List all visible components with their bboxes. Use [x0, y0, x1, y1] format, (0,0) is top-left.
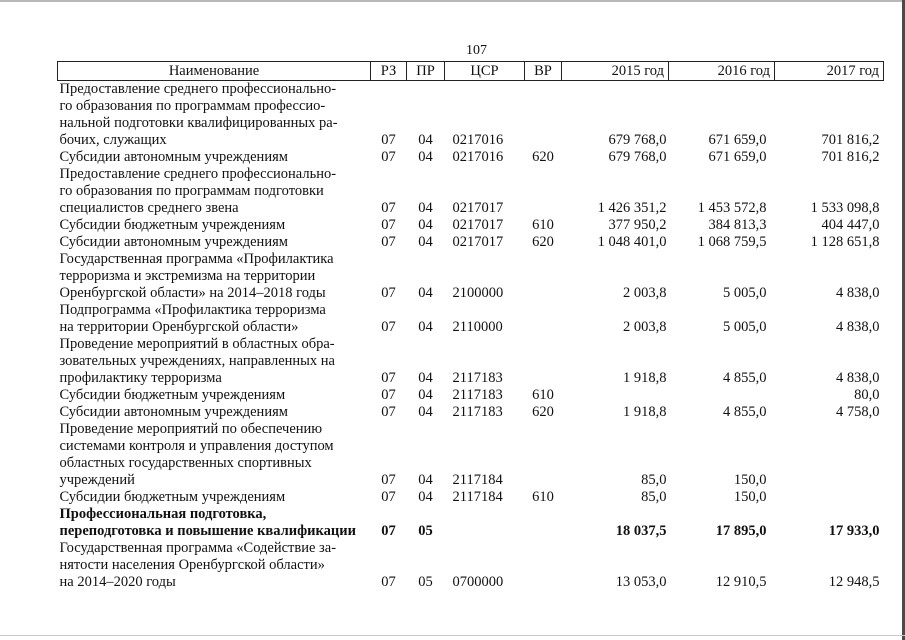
row-2017-value: 17 933,0	[828, 523, 880, 539]
row-2015-value: 1 426 351,2	[597, 200, 667, 216]
budget-table	[57, 61, 884, 591]
row-2016-value: 671 659,0	[708, 132, 767, 148]
row-2016-value: 671 659,0	[708, 149, 767, 165]
row-name: Субсидии бюджетным учреждениям	[59, 217, 286, 233]
row-rz: 07	[381, 370, 396, 386]
row-csr: 2117183	[452, 404, 503, 420]
row-2015-value: 2 003,8	[623, 319, 667, 335]
row-csr: 0217016	[452, 149, 504, 165]
row-2017-value: 80,0	[854, 387, 880, 403]
row-2016-value: 12 910,5	[715, 574, 767, 590]
row-2016-value: 5 005,0	[723, 285, 767, 301]
header-pr: ПР	[407, 62, 445, 81]
row-rz: 07	[381, 472, 396, 488]
row-2017-value: 4 838,0	[836, 285, 880, 301]
row-vr	[525, 302, 562, 336]
row-rz: 07	[381, 404, 396, 420]
table-row	[58, 489, 884, 506]
table-row	[58, 166, 884, 217]
row-2017-value: 12 948,5	[828, 574, 880, 590]
row-rz: 07	[381, 574, 396, 590]
table-row	[58, 234, 884, 251]
row-vr	[525, 336, 562, 387]
row-pr: 04	[418, 234, 433, 250]
table-row	[58, 387, 884, 404]
row-rz: 07	[381, 319, 396, 335]
row-name: Субсидии автономным учреждениям	[59, 404, 288, 420]
row-csr: 2110000	[452, 319, 503, 335]
row-pr: 04	[418, 472, 433, 488]
row-vr	[525, 251, 562, 302]
row-name: Проведение мероприятий по обеспечению системами контроля и управления доступом областных государственных спортивных учреждений	[59, 421, 334, 488]
row-2017-value: 404 447,0	[821, 217, 880, 233]
row-pr: 05	[418, 523, 433, 539]
row-2016-value: 150,0	[733, 489, 767, 505]
row-name: Субсидии бюджетным учреждениям	[59, 489, 286, 505]
row-2017-value: 1 128 651,8	[810, 234, 880, 250]
row-vr	[525, 421, 562, 489]
scan-edge-top	[0, 0, 905, 2]
row-vr: 620	[532, 234, 554, 250]
row-2015-value: 85,0	[641, 489, 667, 505]
row-vr: 620	[532, 404, 554, 420]
table-row	[58, 506, 884, 540]
table-row	[58, 149, 884, 166]
row-2016-value: 1 068 759,5	[697, 234, 767, 250]
row-name: Предоставление среднего профессионально- го образования по программам профессио- нальной подготовки квалифицированных ра- бочих, служащих	[59, 81, 338, 148]
row-2015-value: 679 768,0	[608, 132, 667, 148]
table-row	[58, 302, 884, 336]
row-vr	[525, 166, 562, 217]
row-pr: 04	[418, 149, 433, 165]
row-csr	[445, 506, 525, 540]
row-vr: 620	[532, 149, 554, 165]
row-2016-value: 5 005,0	[723, 319, 767, 335]
row-csr: 0217017	[452, 217, 504, 233]
row-2015-value: 1 918,8	[623, 404, 667, 420]
row-vr	[525, 81, 562, 150]
row-2015-value: 13 053,0	[615, 574, 667, 590]
row-rz: 07	[381, 149, 396, 165]
row-pr: 04	[418, 489, 433, 505]
row-2017-value: 4 838,0	[836, 370, 880, 386]
row-pr: 04	[418, 404, 433, 420]
row-csr: 0217017	[452, 234, 504, 250]
row-2017-value: 1 533 098,8	[810, 200, 880, 216]
row-vr: 610	[532, 387, 554, 403]
row-pr: 04	[418, 217, 433, 233]
row-name: Государственная программа «Содействие за- нятости населения Оренбургской области» на 2014–2020 годы	[59, 540, 337, 590]
row-csr: 2117183	[452, 387, 503, 403]
row-name: Предоставление среднего профессионально- го образования по программам подготовки специалистов среднего звена	[59, 166, 337, 216]
row-2015-value: 85,0	[641, 472, 667, 488]
table-row	[58, 81, 884, 150]
row-2016-value: 1 453 572,8	[697, 200, 767, 216]
row-vr	[525, 506, 562, 540]
header-2015: 2015 год	[562, 62, 669, 81]
row-rz: 07	[381, 132, 396, 148]
row-name: Профессиональная подготовка, переподготовка и повышение квалификации	[59, 506, 356, 539]
row-2016-value: 4 855,0	[723, 404, 767, 420]
row-rz: 07	[381, 489, 396, 505]
row-name: Государственная программа «Профилактика терроризма и экстремизма на территории Оренбургской области» на 2014–2018 годы	[59, 251, 334, 301]
row-2015-value: 377 950,2	[608, 217, 667, 233]
row-csr: 2117184	[452, 472, 503, 488]
row-csr: 2117183	[452, 370, 503, 386]
row-pr: 04	[418, 132, 433, 148]
row-vr: 610	[532, 217, 554, 233]
row-2016-value: 384 813,3	[708, 217, 767, 233]
row-csr: 0217017	[452, 200, 504, 216]
row-pr: 04	[418, 370, 433, 386]
row-rz: 07	[381, 234, 396, 250]
row-2016-value	[669, 387, 775, 404]
table-row	[58, 421, 884, 489]
table-row	[58, 217, 884, 234]
row-csr: 2100000	[452, 285, 504, 301]
row-rz: 07	[381, 285, 396, 301]
row-csr: 0217016	[452, 132, 504, 148]
header-vr: ВР	[525, 62, 562, 81]
row-2016-value: 17 895,0	[715, 523, 767, 539]
row-2017-value: 4 838,0	[836, 319, 880, 335]
row-name: Проведение мероприятий в областных обра- зовательных учреждениях, направленных на профилактику терроризма	[59, 336, 335, 386]
row-2017-value	[775, 421, 884, 489]
row-name: Подпрограмма «Профилактика терроризма на территории Оренбургской области»	[59, 302, 326, 335]
row-2017-value: 4 758,0	[836, 404, 880, 420]
row-2017-value: 701 816,2	[821, 149, 880, 165]
row-csr: 0700000	[452, 574, 504, 590]
row-vr	[525, 540, 562, 591]
table-body	[58, 81, 884, 592]
scan-edge-bottom	[0, 635, 905, 636]
table-row	[58, 336, 884, 387]
row-name: Субсидии бюджетным учреждениям	[59, 387, 286, 403]
row-pr: 04	[418, 285, 433, 301]
row-2015-value: 1 048 401,0	[597, 234, 667, 250]
header-2017: 2017 год	[775, 62, 884, 81]
table-row	[58, 404, 884, 421]
header-row	[58, 62, 884, 81]
row-2015-value: 1 918,8	[623, 370, 667, 386]
row-name: Субсидии автономным учреждениям	[59, 149, 288, 165]
row-pr: 05	[418, 574, 433, 590]
row-vr: 610	[532, 489, 554, 505]
page-number: 107	[466, 43, 487, 58]
row-rz: 07	[381, 523, 396, 539]
row-2015-value: 2 003,8	[623, 285, 667, 301]
row-2015-value: 18 037,5	[615, 523, 667, 539]
row-2017-value: 701 816,2	[821, 132, 880, 148]
row-name: Субсидии автономным учреждениям	[59, 234, 288, 250]
header-csr: ЦСР	[445, 62, 525, 81]
row-2016-value: 4 855,0	[723, 370, 767, 386]
row-csr: 2117184	[452, 489, 503, 505]
row-rz: 07	[381, 200, 396, 216]
table-row	[58, 251, 884, 302]
row-pr: 04	[418, 200, 433, 216]
row-2015-value	[562, 387, 669, 404]
row-rz: 07	[381, 217, 396, 233]
row-2017-value	[775, 489, 884, 506]
row-rz: 07	[381, 387, 396, 403]
table-row	[58, 540, 884, 591]
row-2015-value: 679 768,0	[608, 149, 667, 165]
header-name: Наименование	[58, 62, 371, 81]
header-rz: РЗ	[371, 62, 407, 81]
row-pr: 04	[418, 387, 433, 403]
header-2016: 2016 год	[669, 62, 775, 81]
row-2016-value: 150,0	[733, 472, 767, 488]
row-pr: 04	[418, 319, 433, 335]
table-header	[58, 62, 884, 81]
